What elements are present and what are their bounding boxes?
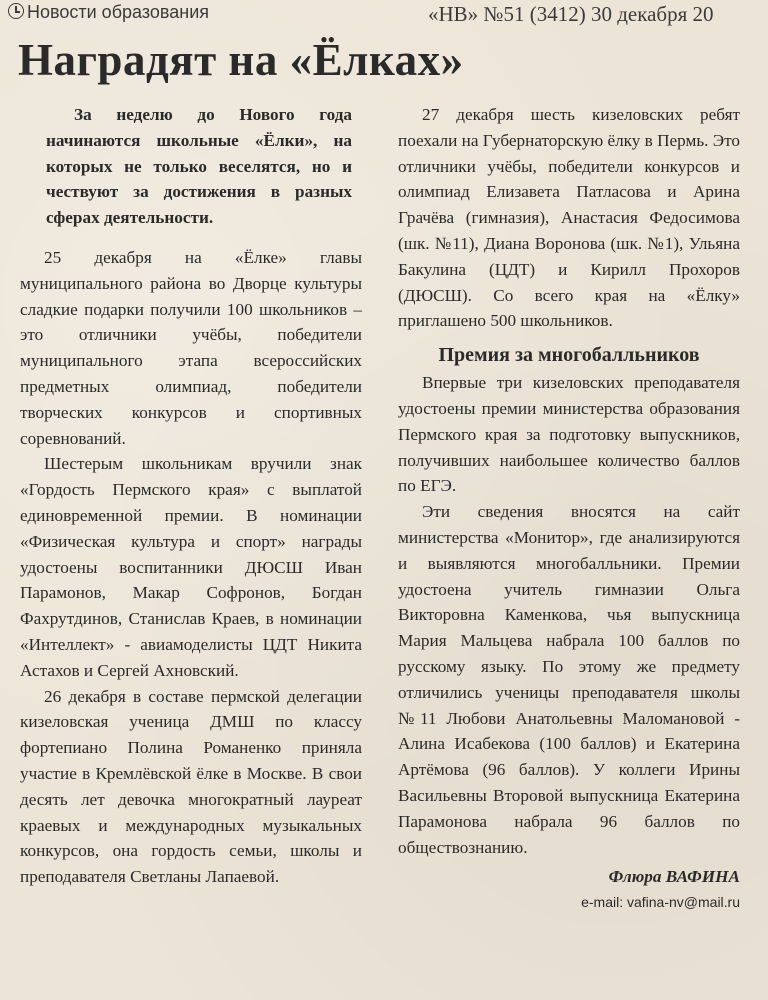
paragraph: Шестерым школьникам вручили знак «Гордость Пермского края» с выплатой единовременной премии. В номинации «Физическая культура и спорт» награды удостоены воспитанники ДЮСШ Иван Парамонов, Макар Софронов, Богдан Фахрутдинов, Станислав Краев, в номинации «Интеллект» - авиамоделисты ЦДТ Никита Астахов и Сергей Ахновский. (20, 454, 362, 680)
paragraph: Впервые три кизеловских преподавателя удостоены премии министерства образования Пермского края за подготовку выпускников, получивших наибольшее количество баллов по ЕГЭ. (398, 373, 740, 496)
subheading: Премия за многобалльников (438, 344, 700, 367)
issue-info: «НВ» №51 (3412) 30 декабря 20 (428, 2, 714, 26)
column-left (20, 102, 362, 890)
paragraph: 27 декабря шесть кизеловских ребят поехали на Губернаторскую ёлку в Пермь. Это отличники учёбы, победители конкурсов и олимпиад Елизавета Патласова и Арина Грачёва (гимназия), Анастасия Федосимова (шк. №11), Диана Воронова (шк. №1), Ульяна Бакулина (ЦДТ) и Кирилл Прохоров (ДЮСШ). Со всего края на «Ёлку» приглашено 500 школьников. (398, 105, 740, 331)
page-header (4, 2, 768, 28)
column-right (398, 102, 740, 916)
paragraph: Эти сведения вносятся на сайт министерства «Монитор», где анализируются и выявляются многобалльники. Премии удостоена учитель гимназии Ольга Викторовна Каменкова, чья выпускница Мария Мальцева набрала 100 баллов по русскому языку. По этому же предмету отличились ученицы преподавателя школы №11 Любови Анатольевны Маломановой - Алина Исабекова (100 баллов) и Екатерина Артёмова (96 баллов). У коллеги Ирины Васильевны Второвой выпускница Екатерина Парамонова набрала 96 баллов по обществознанию. (398, 502, 740, 857)
clock-icon (8, 3, 24, 19)
author-name: Флюра ВАФИНА (608, 867, 740, 887)
rubric-label: Новости образования (27, 2, 209, 22)
paragraph: 25 декабря на «Ёлке» главы муниципального района во Дворце культуры сладкие подарки получили 100 школьников – это отличники учёбы, победители муниципального этапа всероссийских предметных олимпиад, победители творческих конкурсов и спортивных соревнований. (20, 247, 362, 448)
article-lead: За неделю до Нового года начинаются школьные «Ёлки», на которых не только веселятся, но и чествуют за достижения в разных сферах деятельности. (46, 105, 352, 228)
paragraph: 26 декабря в составе пермской делегации кизеловская ученица ДМШ по классу фортепиано Полина Романенко приняла участие в Кремлёвской ёлке в Москве. В свои десять лет девочка многократный лауреат краевых и международных музыкальных конкурсов, она гордость семьи, школы и преподавателя Светланы Лапаевой. (20, 686, 362, 887)
author-email: e-mail: vafina-nv@mail.ru (581, 894, 740, 911)
article-title: Наградят на «Ёлках» (18, 35, 464, 85)
rubric (8, 2, 209, 23)
